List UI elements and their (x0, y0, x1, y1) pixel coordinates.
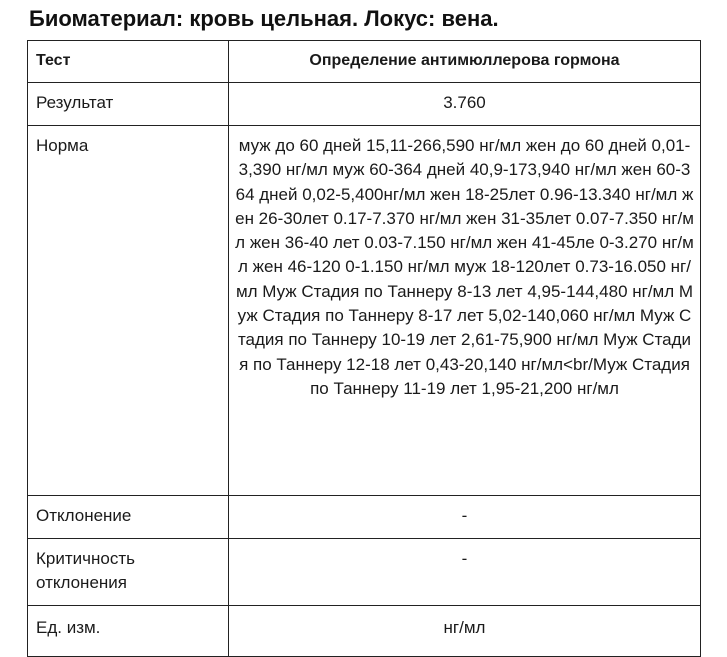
results-table (27, 40, 701, 657)
test-name-header: Определение антимюллерова гормона (229, 41, 701, 83)
deviation-label: Отклонение (28, 496, 229, 539)
table-row-unit (28, 606, 701, 657)
result-value: 3.760 (229, 83, 701, 126)
table-row-result (28, 83, 701, 126)
norm-label: Норма (28, 126, 229, 496)
table-row-criticality (28, 539, 701, 606)
norm-value: муж до 60 дней 15,11-266,590 нг/мл жен до 60 дней 0,01-3,390 нг/мл муж 60-364 дней 40,9-173,940 нг/мл жен 60-364 дней 0,02-5,400нг/мл жен 18-25лет 0.96-13.340 нг/мл жен 26-30лет 0.17-7.370 нг/мл жен 31-35лет 0.07-7.350 нг/мл жен 36-40 лет 0.03-7.150 нг/мл жен 41-45ле 0-3.270 нг/мл жен 46-120 0-1.150 нг/мл муж 18-120лет 0.73-16.050 нг/мл Муж Стадия по Таннеру 8-13 лет 4,95-144,480 нг/мл Муж Стадия по Таннеру 8-17 лет 5,02-140,060 нг/мл Муж Стадия по Таннеру 10-19 лет 2,61-75,900 нг/мл Муж Стадия по Таннеру 12-18 лет 0,43-20,140 нг/мл<br/Муж Стадия по Таннеру 11-19 лет 1,95-21,200 нг/мл (229, 126, 701, 496)
table-header-row (28, 41, 701, 83)
unit-label: Ед. изм. (28, 606, 229, 657)
column-header-test: Тест (28, 41, 229, 83)
deviation-value: - (229, 496, 701, 539)
criticality-label: Критичность отклонения (28, 539, 229, 606)
table-row-deviation (28, 496, 701, 539)
table-row-norm (28, 126, 701, 496)
criticality-value: - (229, 539, 701, 606)
unit-value: нг/мл (229, 606, 701, 657)
result-label: Результат (28, 83, 229, 126)
page-title: Биоматериал: кровь цельная. Локус: вена. (29, 6, 499, 31)
